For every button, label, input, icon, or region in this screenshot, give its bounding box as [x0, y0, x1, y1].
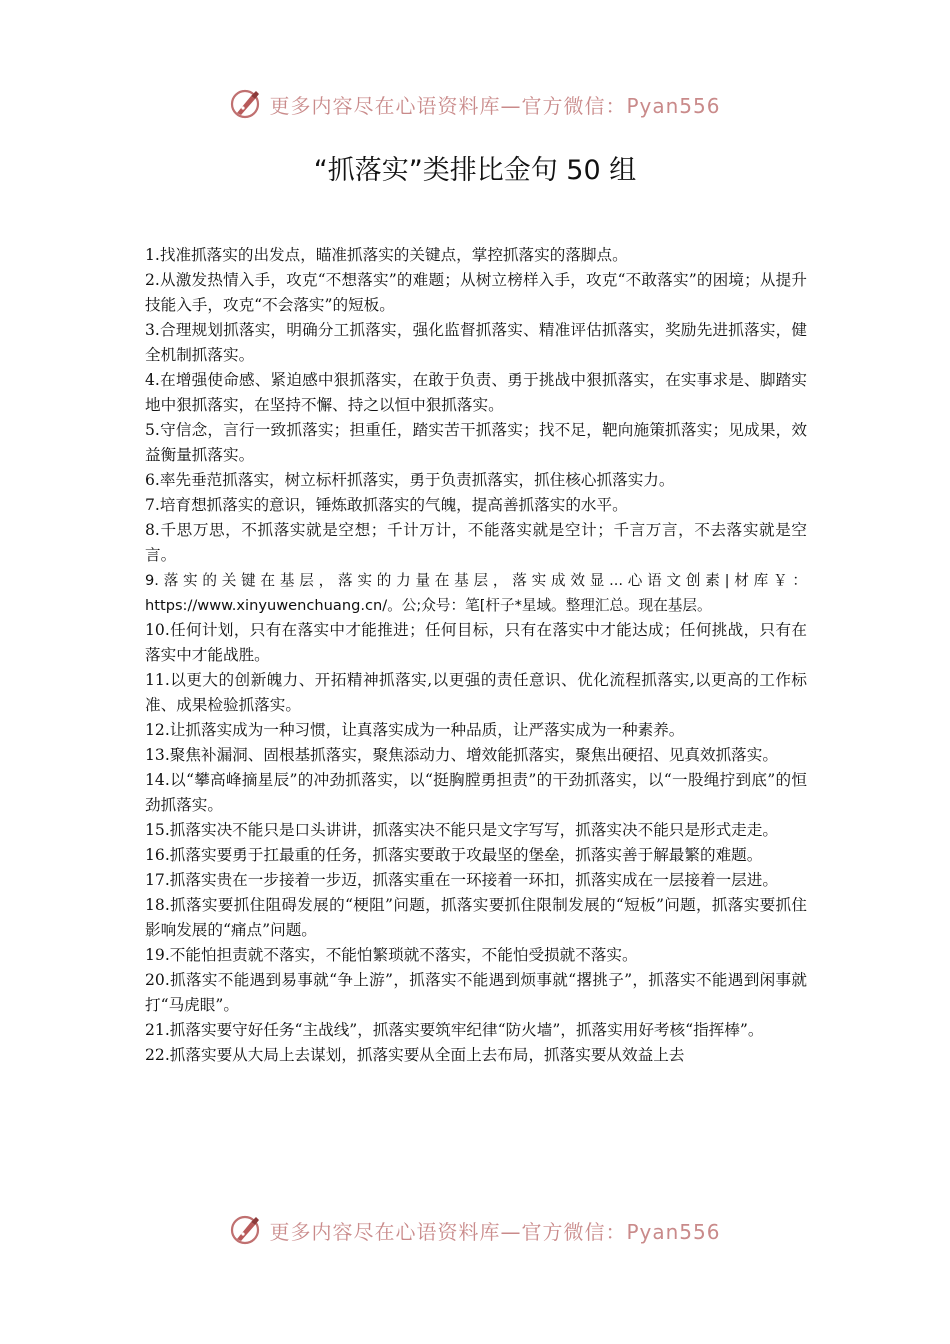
list-item: 1.找准抓落实的出发点，瞄准抓落实的关键点，掌控抓落实的落脚点。 [145, 246, 628, 264]
document-title: “抓落实”类排比金句 50 组 [313, 155, 637, 186]
list-item: 12.让抓落实成为一种习惯，让真落实成为一种品质，让严落实成为一种素养。 [145, 721, 685, 739]
list-item: 6.率先垂范抓落实，树立标杆抓落实，勇于负责抓落实，抓住核心抓落实力。 [145, 471, 675, 489]
list-item: 13.聚焦补漏洞、固根基抓落实，聚焦添动力、增效能抓落实，聚焦出硬招、见真效抓落实。 [145, 746, 778, 764]
list-item: 4.在增强使命感、紧迫感中狠抓落实，在敢于负责、勇于挑战中狠抓落实，在实事求是、脚踏实地中狠抓落实，在坚持不懈、持之以恒中狠抓落实。 [145, 371, 807, 414]
document-body [145, 243, 807, 1068]
pen-nib-logo-icon [229, 87, 263, 121]
list-item: 7.培育想抓落实的意识，锤炼敢抓落实的气魄，提高善抓落实的水平。 [145, 496, 628, 514]
list-item: 19.不能怕担责就不落实，不能怕繁琐就不落实，不能怕受损就不落实。 [145, 946, 638, 964]
list-item: 8.千思万思，不抓落实就是空想；千计万计，不能落实就是空计；千言万言，不去落实就是空言。 [145, 521, 807, 564]
list-item: 5.守信念，言行一致抓落实；担重任，踏实苦干抓落实；找不足，靶向施策抓落实；见成果，效益衡量抓落实。 [145, 421, 807, 464]
footer-watermark [0, 1208, 950, 1252]
list-item: 11.以更大的创新魄力、开拓精神抓落实,以更强的责任意识、优化流程抓落实,以更高的工作标准、成果检验抓落实。 [145, 671, 807, 714]
list-item: 21.抓落实要守好任务“主战线”，抓落实要筑牢纪律“防火墙”，抓落实用好考核“指挥棒”。 [145, 1021, 764, 1039]
watermark-text: 更多内容尽在心语资料库—官方微信：Pyan556 [269, 93, 721, 118]
header-watermark [0, 82, 950, 126]
list-item: 16.抓落实要勇于扛最重的任务，抓落实要敢于攻最坚的堡垒，抓落实善于解最繁的难题。 [145, 846, 763, 864]
list-item: 14.以“攀高峰摘星辰”的冲劲抓落实，以“挺胸膛勇担责”的干劲抓落实，以“一股绳拧到底”的恒劲抓落实。 [145, 771, 807, 814]
list-item: 3.合理规划抓落实，明确分工抓落实，强化监督抓落实、精准评估抓落实，奖励先进抓落实，健全机制抓落实。 [145, 321, 807, 364]
list-item: 9.落实的关键在基层，落实的力量在基层，落实成效显...心语文创素|材库￥：https://www.xinyuwenchuang.cn/。公;众号：笔[杆子*星域。整理汇总。现在基层。 [145, 572, 807, 614]
list-item: 18.抓落实要抓住阻碍发展的“梗阻”问题，抓落实要抓住限制发展的“短板”问题，抓落实要抓住影响发展的“痛点”问题。 [145, 896, 807, 939]
list-item: 20.抓落实不能遇到易事就“争上游”，抓落实不能遇到烦事就“撂挑子”，抓落实不能遇到闲事就打“马虎眼”。 [145, 971, 807, 1014]
watermark-text: 更多内容尽在心语资料库—官方微信：Pyan556 [269, 1219, 721, 1244]
list-item: 22.抓落实要从大局上去谋划，抓落实要从全面上去布局，抓落实要从效益上去 [145, 1046, 685, 1064]
pen-nib-logo-icon [229, 1213, 263, 1247]
list-item: 15.抓落实决不能只是口头讲讲，抓落实决不能只是文字写写，抓落实决不能只是形式走走。 [145, 821, 778, 839]
list-item: 2.从激发热情入手，攻克“不想落实”的难题；从树立榜样入手，攻克“不敢落实”的困境；从提升技能入手，攻克“不会落实”的短板。 [145, 271, 807, 314]
list-item: 10.任何计划，只有在落实中才能推进；任何目标，只有在落实中才能达成；任何挑战，只有在落实中才能战胜。 [145, 621, 807, 664]
list-item: 17.抓落实贵在一步接着一步迈，抓落实重在一环接着一环扣，抓落实成在一层接着一层进。 [145, 871, 778, 889]
